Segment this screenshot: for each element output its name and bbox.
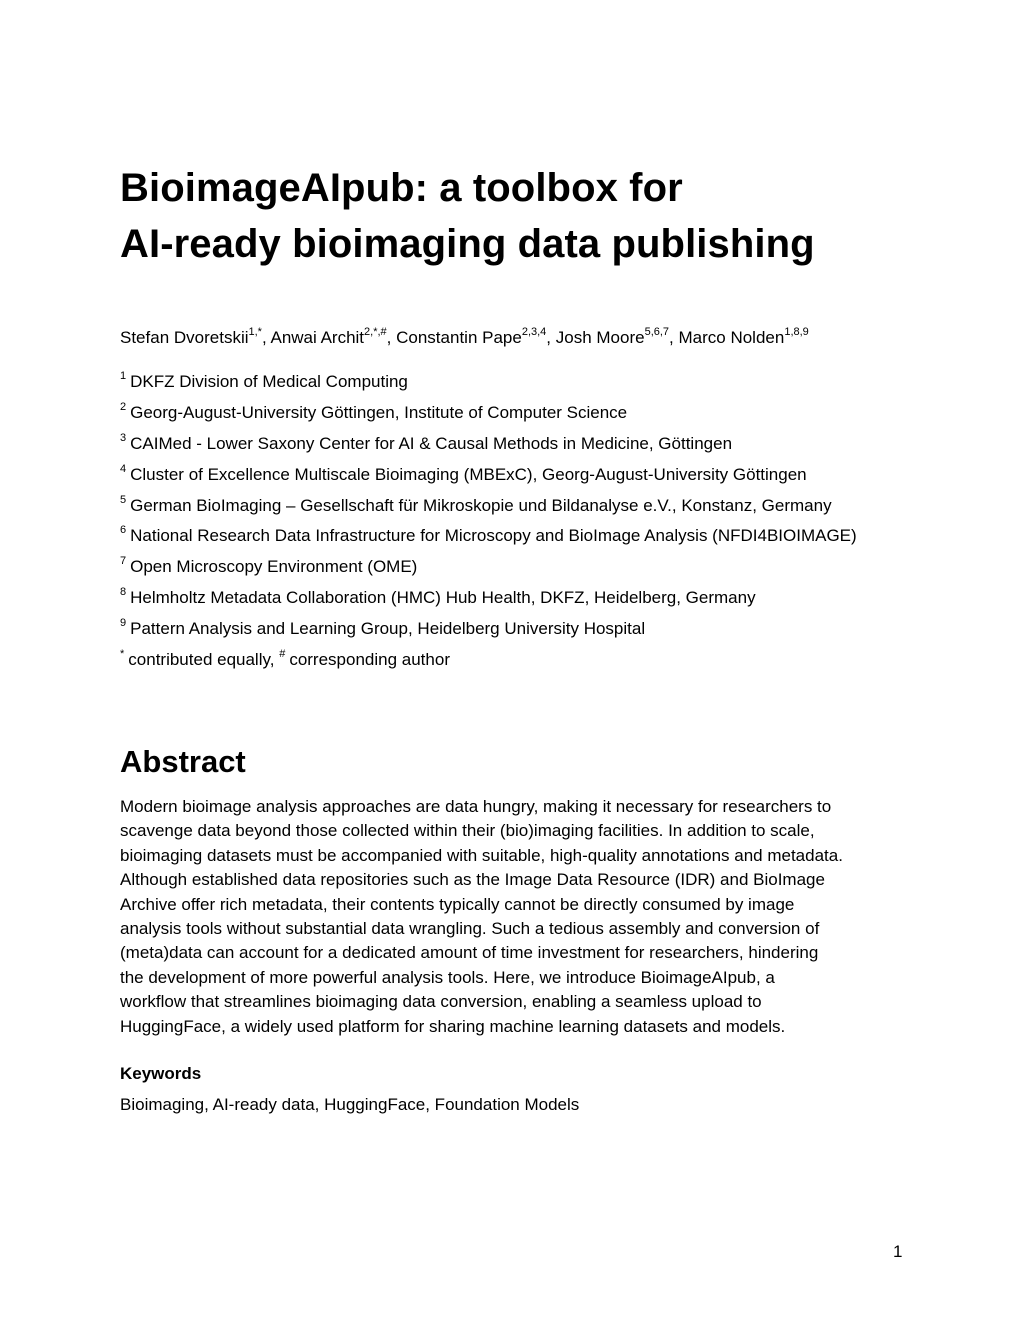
affiliation-number: 7 (120, 555, 127, 568)
affiliation-text: National Research Data Infrastructure for Microscopy and BioImage Analysis (NFDI4BIOIMAGE) (130, 526, 857, 546)
abstract-line: analysis tools without substantial data wrangling. Such a tedious assembly and conversion of (120, 919, 820, 939)
author-list (120, 320, 809, 356)
author-affiliation-marker: 2,*,# (364, 326, 387, 338)
affiliation-item (120, 617, 920, 642)
title-line-1: BioimageAIpub: a toolbox for (120, 166, 683, 210)
abstract-line: Modern bioimage analysis approaches are data hungry, making it necessary for researchers to (120, 797, 832, 816)
affiliation-item (120, 524, 920, 549)
abstract-line: workflow that streamlines bioimaging data conversion, enabling a seamless upload to (120, 992, 762, 1012)
author-affiliation-marker: 1,* (248, 326, 262, 338)
affiliation-number: 4 (120, 462, 127, 475)
affiliation-item (120, 586, 920, 611)
affiliation-text: German BioImaging – Gesellschaft für Mikroskopie und Bildanalyse e.V., Konstanz, Germany (130, 495, 832, 515)
abstract-line: the development of more powerful analysis tools. Here, we introduce BioimageAIpub, a (120, 967, 775, 987)
abstract-heading: Abstract (120, 744, 246, 779)
author-name: Constantin Pape (396, 328, 522, 347)
author-affiliation-marker: 5,6,7 (644, 326, 670, 338)
affiliation-number: 3 (120, 431, 127, 444)
affiliation-number: 1 (120, 370, 127, 382)
author-name: Josh Moore (555, 328, 645, 347)
author-name: Marco Nolden (678, 328, 785, 347)
affiliation-number: 5 (120, 493, 127, 506)
abstract-line: Archive offer rich metadata, their contents typically cannot be directly consumed by image (120, 894, 795, 914)
affiliation-item (120, 401, 920, 426)
corresponding-author-marker: # (279, 648, 286, 661)
author-affiliation-marker: 2,3,4 (521, 326, 547, 338)
affiliation-text: Open Microscopy Environment (OME) (130, 557, 418, 577)
affiliation-number: 9 (120, 617, 127, 630)
author-separator: , (546, 328, 556, 347)
affiliation-text: CAIMed - Lower Saxony Center for AI & Causal Methods in Medicine, Göttingen (130, 433, 733, 453)
abstract-line: scavenge data beyond those collected within their (bio)imaging facilities. In addition to scale, (120, 821, 815, 841)
affiliation-list (120, 370, 920, 679)
author-separator: , (261, 328, 271, 347)
author-name: Stefan Dvoretskii (120, 328, 249, 347)
affiliation-text: Georg-August-University Göttingen, Institute of Computer Science (130, 402, 628, 422)
abstract-line: bioimaging datasets must be accompanied with suitable, high-quality annotations and metadata. (120, 845, 843, 865)
affiliation-item (120, 370, 920, 395)
affiliation-number: 8 (120, 586, 127, 599)
author-affiliation-marker: 1,8,9 (784, 326, 809, 338)
affiliation-item (120, 555, 920, 580)
affiliation-text: DKFZ Division of Medical Computing (130, 372, 408, 391)
affiliation-number: 2 (120, 400, 127, 413)
keywords-list: Bioimaging, AI-ready data, HuggingFace, Foundation Models (120, 1095, 580, 1114)
page-number: 1 (893, 1242, 903, 1261)
abstract-line: Although established data repositories such as the Image Data Resource (IDR) and BioImage (120, 870, 825, 890)
title-line-2: AI-ready bioimaging data publishing (120, 222, 815, 266)
affiliation-text: Cluster of Excellence Multiscale Bioimaging (MBExC), Georg-August-University Göttingen (130, 464, 807, 484)
affiliation-number: 6 (120, 524, 127, 537)
author-separator: , (669, 328, 679, 347)
affiliation-text: Pattern Analysis and Learning Group, Heidelberg University Hospital (130, 619, 646, 639)
affiliation-text: Helmholtz Metadata Collaboration (HMC) Hub Health, DKFZ, Heidelberg, Germany (130, 588, 756, 608)
affiliation-item (120, 432, 920, 457)
author-name: Anwai Archit (270, 328, 365, 347)
author-separator: , (386, 328, 397, 347)
author-notes (120, 648, 920, 673)
equal-contribution-note: contributed equally, (128, 650, 280, 670)
paper-title (120, 160, 815, 272)
abstract-line: (meta)data can account for a dedicated amount of time investment for researchers, hindering (120, 943, 819, 963)
affiliation-item (120, 463, 920, 488)
corresponding-author-note: corresponding author (289, 650, 450, 670)
abstract-line: HuggingFace, a widely used platform for sharing machine learning datasets and models. (120, 1016, 786, 1036)
equal-contribution-marker: * (120, 648, 125, 661)
abstract-body (120, 795, 920, 1039)
keywords-heading: Keywords (120, 1064, 202, 1083)
affiliation-item (120, 494, 920, 519)
